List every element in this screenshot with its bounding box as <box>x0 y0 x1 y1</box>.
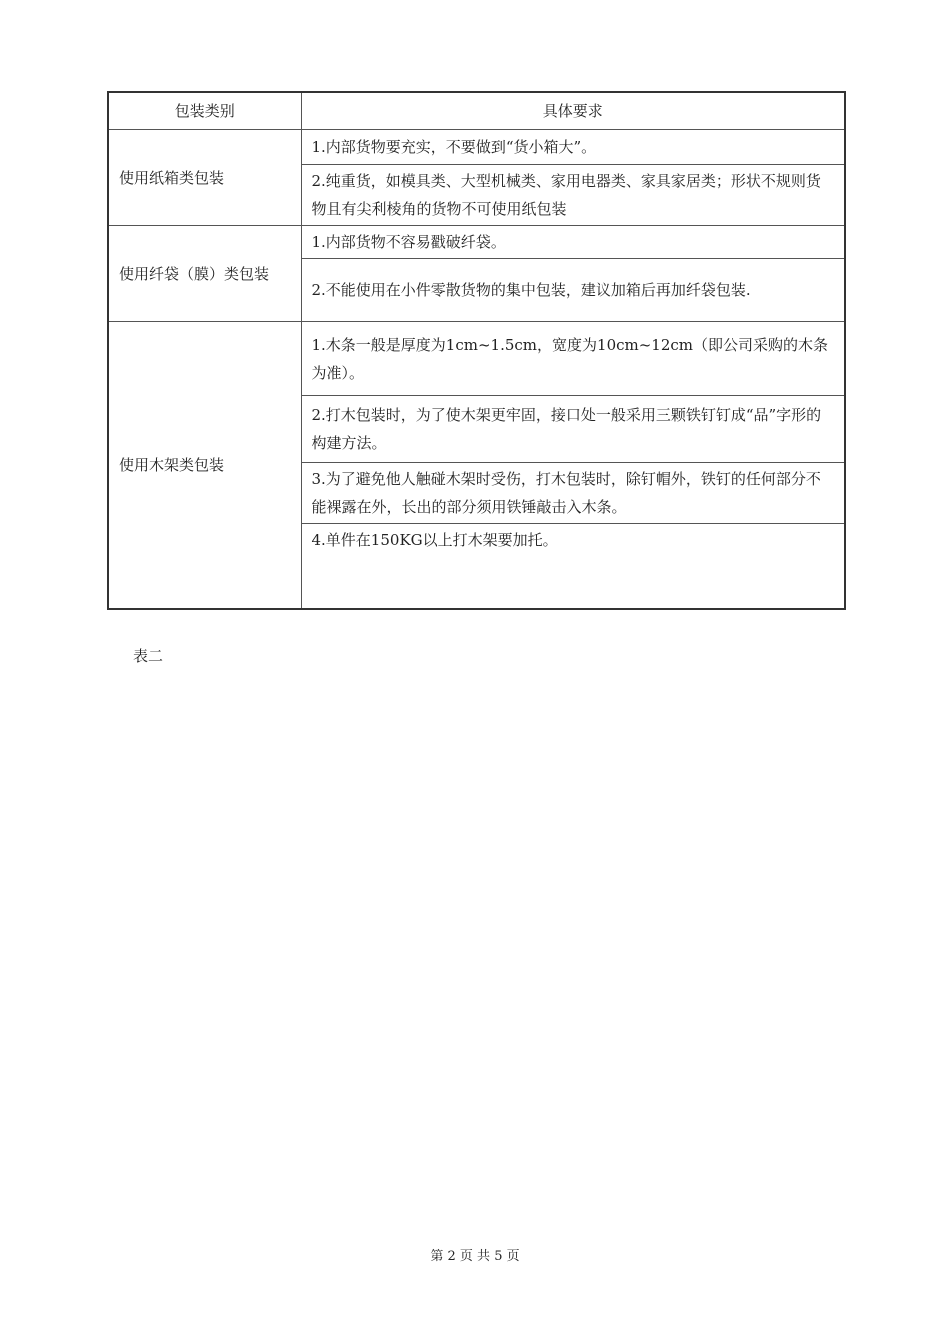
table-caption: 表二 <box>133 647 164 665</box>
requirement-cell: 1.内部货物不容易戳破纤袋。 <box>301 226 845 259</box>
table-row <box>108 322 845 396</box>
requirement-cell: 3.为了避免他人触碰木架时受伤，打木包装时，除钉帽外，铁钉的任何部分不能裸露在外，长出的部分须用铁锤敲击入木条。 <box>301 463 845 524</box>
packaging-requirements-table <box>107 91 846 610</box>
requirement-cell: 4.单件在150KG以上打木架要加托。 <box>301 524 845 610</box>
header-category: 包装类别 <box>108 92 301 130</box>
requirement-cell: 1.内部货物要充实，不要做到“货小箱大”。 <box>301 130 845 165</box>
requirement-cell: 2.不能使用在小件零散货物的集中包装，建议加箱后再加纤袋包装. <box>301 259 845 322</box>
category-wooden-frame: 使用木架类包装 <box>108 322 301 610</box>
requirement-cell: 1.木条一般是厚度为1cm~1.5cm，宽度为10cm~12cm（即公司采购的木条为准）。 <box>301 322 845 396</box>
requirement-cell: 2.打木包装时，为了使木架更牢固，接口处一般采用三颗铁钉钉成“品”字形的构建方法。 <box>301 396 845 463</box>
table-row <box>108 226 845 259</box>
page-number: 第 2 页 共 5 页 <box>430 1249 520 1264</box>
header-requirement: 具体要求 <box>301 92 845 130</box>
category-carton: 使用纸箱类包装 <box>108 130 301 226</box>
requirement-cell: 2.纯重货，如模具类、大型机械类、家用电器类、家具家居类；形状不规则货物且有尖利棱角的货物不可使用纸包装 <box>301 165 845 226</box>
table-row <box>108 130 845 165</box>
category-woven-bag: 使用纤袋（膜）类包装 <box>108 226 301 322</box>
table-header-row <box>108 92 845 130</box>
